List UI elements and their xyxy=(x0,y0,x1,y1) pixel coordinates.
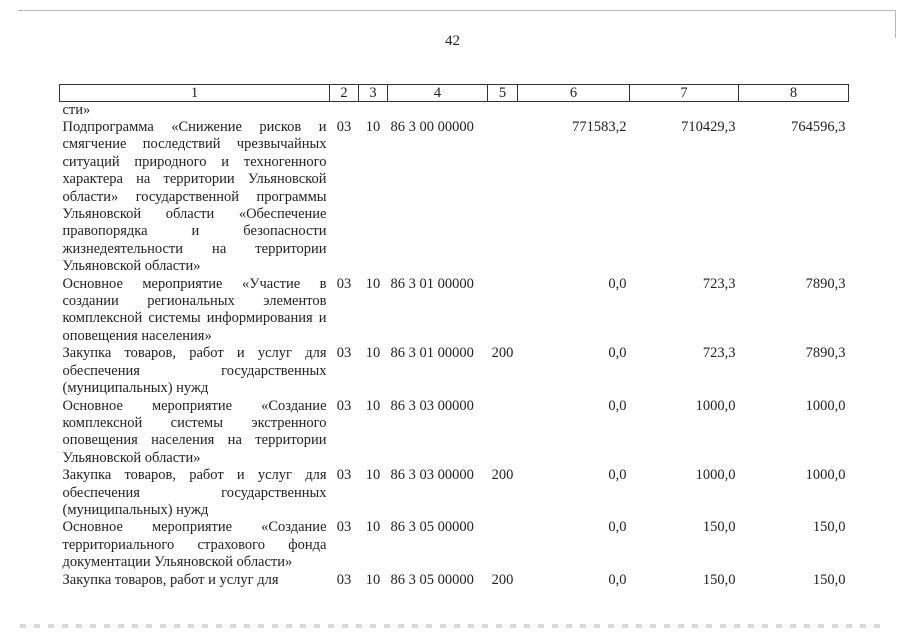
row-section: 03 xyxy=(336,119,352,135)
table-row xyxy=(60,119,849,276)
row-target-code: 86 3 05 00000 xyxy=(390,519,474,536)
scan-edge-bottom xyxy=(20,624,880,628)
row-expense-type xyxy=(488,398,518,468)
row-expense-type xyxy=(488,276,518,346)
column-header: 6 xyxy=(518,85,630,102)
column-header: 2 xyxy=(330,85,359,102)
row-section: 03 xyxy=(336,397,352,414)
continuation-text: сти» xyxy=(62,102,91,118)
row-value-col7: 150,0 xyxy=(702,571,736,588)
row-value-col8: 150,0 xyxy=(812,519,846,536)
row-subsection: 10 xyxy=(365,397,381,414)
table-header-row xyxy=(60,85,849,102)
row-value-col7: 150,0 xyxy=(702,519,736,536)
row-value-col6: 0,0 xyxy=(608,345,627,362)
row-expense-type: 200 xyxy=(491,345,514,362)
row-expense-type: 200 xyxy=(491,571,514,588)
row-target-code: 86 3 05 00000 xyxy=(390,571,474,588)
row-expense-type xyxy=(488,119,518,276)
row-subsection: 10 xyxy=(365,119,381,135)
column-header: 8 xyxy=(739,85,849,102)
row-expense-type xyxy=(488,519,518,571)
row-target-code: 86 3 03 00000 xyxy=(390,467,474,484)
column-header: 4 xyxy=(388,85,488,102)
row-name: Основное мероприятие «Создание территориального страхового фонда документации Ульяновской области» xyxy=(62,519,327,571)
row-value-col7: 1000,0 xyxy=(695,397,736,414)
column-header: 5 xyxy=(488,85,518,102)
row-value-col8: 1000,0 xyxy=(805,467,846,484)
row-expense-type: 200 xyxy=(491,467,514,484)
row-name: Основное мероприятие «Участие в создании региональных элементов комплексной системы информирования и оповещения населения» xyxy=(62,275,327,344)
column-header: 7 xyxy=(630,85,739,102)
table-row xyxy=(60,572,849,589)
row-value-col6: 0,0 xyxy=(608,571,627,588)
row-value-col6: 0,0 xyxy=(608,275,627,292)
row-subsection: 10 xyxy=(365,275,381,292)
row-target-code: 86 3 03 00000 xyxy=(390,397,474,414)
row-subsection: 10 xyxy=(365,467,381,484)
row-section: 03 xyxy=(336,519,352,536)
row-name: Закупка товаров, работ и услуг для обеспечения государственных (муниципальных) нужд xyxy=(62,467,327,518)
table-row xyxy=(60,467,849,519)
row-subsection: 10 xyxy=(365,345,381,362)
row-value-col7: 723,3 xyxy=(702,275,736,292)
row-section: 03 xyxy=(336,467,352,484)
continuation-row xyxy=(60,102,849,120)
page-number: 42 xyxy=(445,33,460,49)
row-name: Закупка товаров, работ и услуг для обеспечения государственных (муниципальных) нужд xyxy=(62,345,327,397)
row-section: 03 xyxy=(336,345,352,362)
row-value-col8: 150,0 xyxy=(812,571,846,588)
row-value-col8: 7890,3 xyxy=(805,275,846,292)
row-value-col6: 0,0 xyxy=(608,519,627,536)
table-row xyxy=(60,398,849,468)
row-name: Закупка товаров, работ и услуг для xyxy=(62,571,279,588)
row-section: 03 xyxy=(336,275,352,292)
column-header: 1 xyxy=(60,85,330,102)
row-subsection: 10 xyxy=(365,571,381,588)
row-subsection: 10 xyxy=(365,519,381,536)
row-value-col7: 1000,0 xyxy=(695,467,736,484)
scan-edge-top xyxy=(18,10,896,11)
row-value-col7: 723,3 xyxy=(702,345,736,362)
budget-table xyxy=(59,84,849,589)
row-value-col7: 710429,3 xyxy=(681,119,736,135)
row-section: 03 xyxy=(336,571,352,588)
row-target-code: 86 3 01 00000 xyxy=(390,345,474,362)
row-target-code: 86 3 01 00000 xyxy=(390,275,474,292)
table-row xyxy=(60,519,849,571)
table-row xyxy=(60,345,849,397)
row-value-col8: 764596,3 xyxy=(791,119,846,135)
row-target-code: 86 3 00 00000 xyxy=(390,119,474,135)
row-value-col8: 7890,3 xyxy=(805,345,846,362)
row-value-col8: 1000,0 xyxy=(805,397,846,414)
table-row xyxy=(60,276,849,346)
row-value-col6: 0,0 xyxy=(608,467,627,484)
row-value-col6: 0,0 xyxy=(608,397,627,414)
row-name: Основное мероприятие «Создание комплексной системы экстренного оповещения населения на территории Ульяновской области» xyxy=(62,397,327,466)
row-name: Подпрограмма «Снижение рисков и смягчение последствий чрезвычайных ситуаций природного и техногенного характера на территории Ульяновской области» государственной программы Ульяновской области «Обеспечение правопорядка и безопасности жизнедеятельности на территории Ульяновской области» xyxy=(62,119,327,275)
column-header: 3 xyxy=(359,85,388,102)
row-value-col6: 771583,2 xyxy=(572,119,627,135)
